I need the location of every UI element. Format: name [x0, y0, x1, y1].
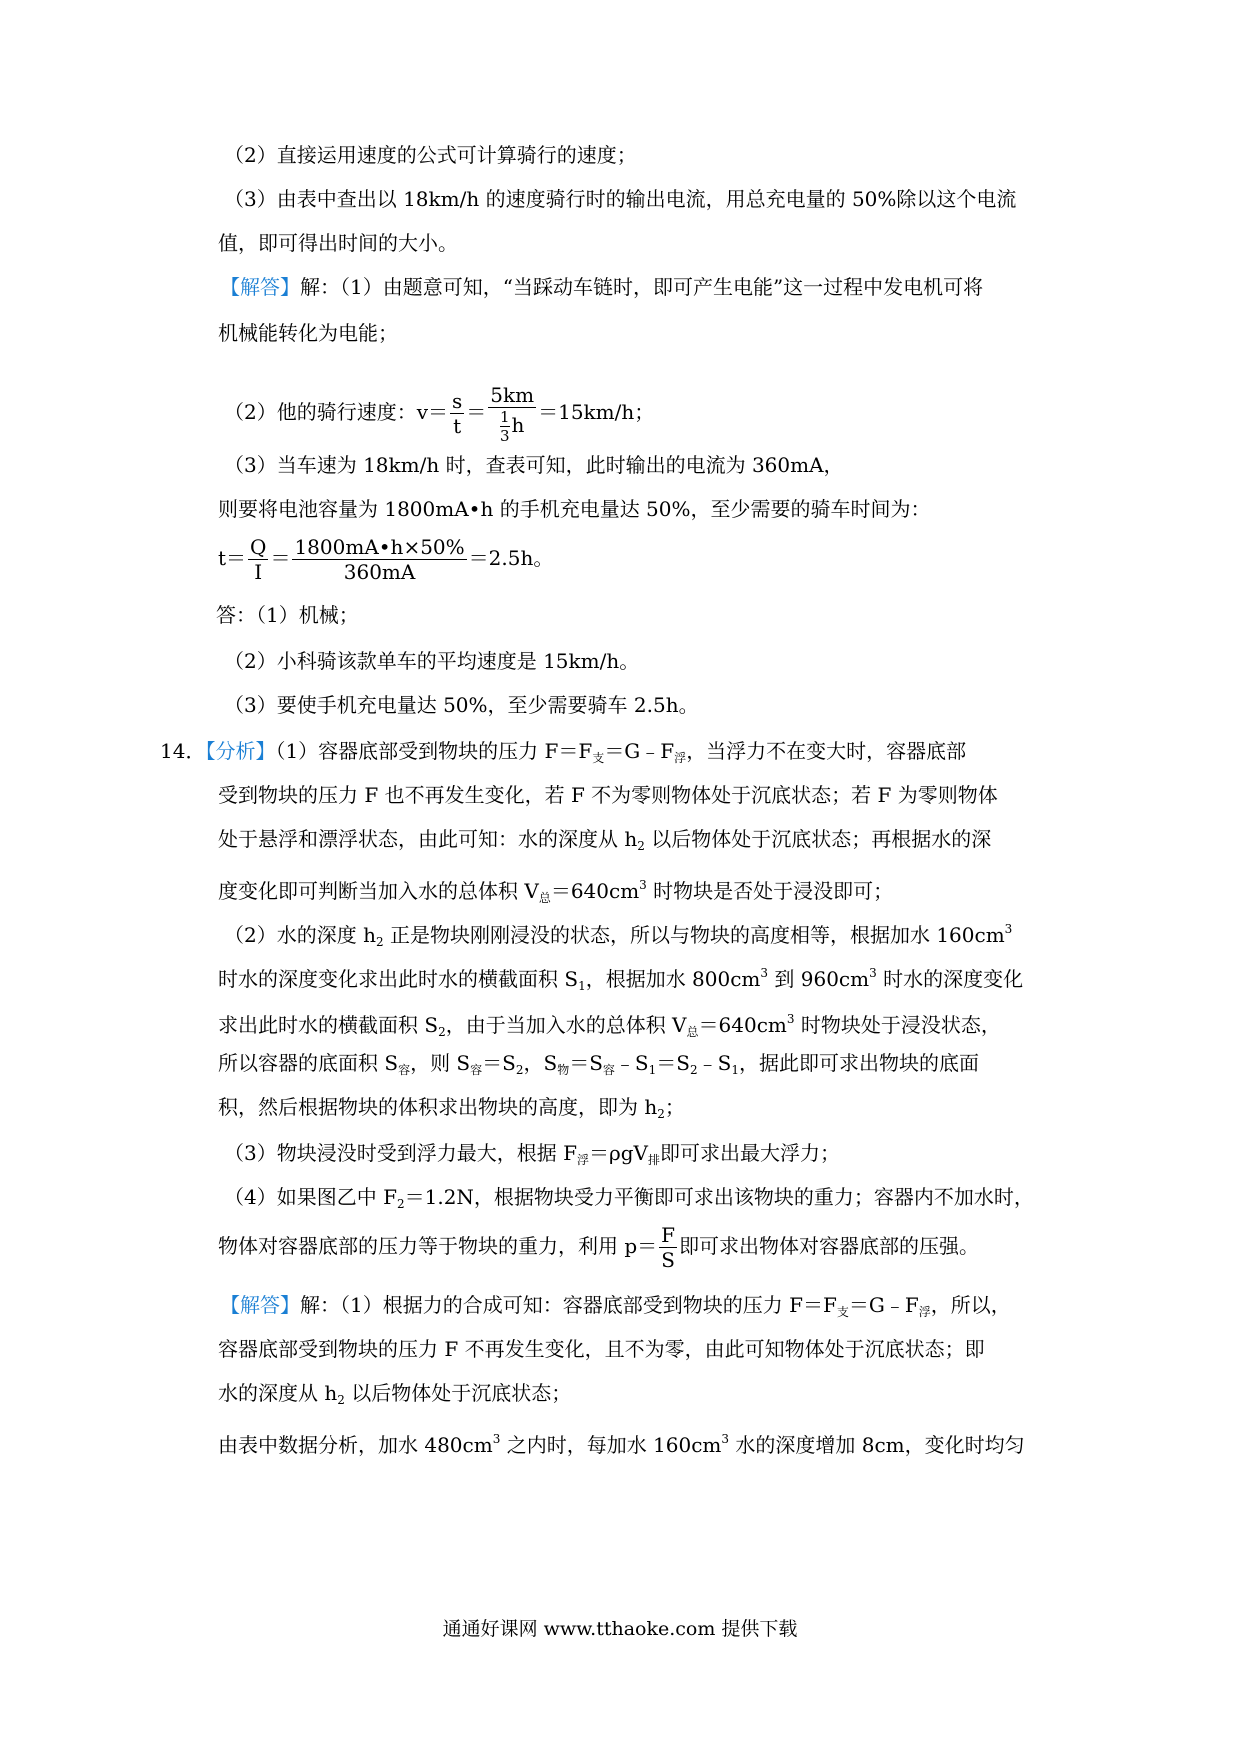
- text-line: （3）由表中查出以 18km/h 的速度骑行时的输出电流，用总充电量的 50%除以这个电流: [224, 187, 1017, 211]
- text-span: 正是物块刚刚浸没的状态，所以与物块的高度相等，根据加水 160cm: [383, 923, 1005, 947]
- subscript: 总: [686, 1025, 699, 1039]
- text-line: 值，即可得出时间的大小。: [218, 231, 458, 255]
- text-span: 物体对容器底部的压力等于物块的重力，利用 p＝: [218, 1234, 658, 1258]
- text-line: 机械能转化为电能；: [218, 321, 398, 345]
- text-span: ＝S: [569, 1051, 603, 1075]
- analysis-tag: 【分析】: [205, 739, 276, 763]
- answer-tag: 【解答】: [220, 1293, 300, 1317]
- text-line: [218, 1004, 1001, 1047]
- text-line: 受到物块的压力 F 也不再发生变化，若 F 不为零则物体处于沉底状态；若 F 为零则物体: [218, 783, 998, 807]
- text-line: [218, 824, 991, 861]
- subscript: 物: [557, 1063, 570, 1077]
- text-span: ＝S: [482, 1051, 516, 1075]
- subscript: 容: [470, 1063, 483, 1077]
- subscript: 2: [438, 1025, 446, 1039]
- text-span: 水的深度增加 8cm，变化时均匀: [729, 1433, 1025, 1457]
- text-line: （3）要使手机充电量达 50%，至少需要骑车 2.5h。: [224, 693, 699, 717]
- answer-paragraph: [220, 1290, 1011, 1327]
- text-span: t＝: [218, 546, 247, 570]
- text-span: （2）他的骑行速度：v＝: [224, 400, 449, 424]
- subscript: 2: [657, 1107, 665, 1121]
- text-span: 由表中数据分析，加水 480cm: [218, 1433, 493, 1457]
- subscript: 浮: [918, 1305, 931, 1319]
- text-span: 时水的深度变化求出此时水的横截面积 S: [218, 967, 579, 991]
- text-span: 所以容器的底面积 S: [218, 1051, 399, 1075]
- subscript: 2: [689, 1063, 698, 1077]
- text-span: ＝G﹣F: [604, 739, 675, 763]
- fraction-charge-over-current: [292, 535, 466, 584]
- text-line: [218, 1424, 1025, 1460]
- subscript: 浮: [674, 751, 687, 765]
- subscript: 2: [515, 1063, 524, 1077]
- text-line: （3）当车速为 18km/h 时，查表可知，此时输出的电流为 360mA，: [224, 453, 844, 477]
- subscript: 容: [602, 1063, 615, 1077]
- equals-sign: ＝: [466, 400, 487, 424]
- text-line: [224, 1182, 1034, 1219]
- answer-tag: 【解答】: [220, 275, 300, 299]
- text-span: 求出此时水的横截面积 S: [218, 1013, 439, 1037]
- time-formula-line: [218, 530, 553, 586]
- text-span: 时物块处于浸没状态，: [794, 1013, 1001, 1037]
- pressure-formula-line: [218, 1218, 979, 1274]
- text-span: （3）物块浸没时受到浮力最大，根据 F: [224, 1141, 577, 1165]
- text-line: （2）小科骑该款单车的平均速度是 15km/h。: [224, 649, 640, 673]
- subscript: 排: [648, 1153, 661, 1167]
- text-span: 即可求出最大浮力；: [660, 1141, 841, 1165]
- text-span: ＝15km/h；: [538, 400, 655, 424]
- superscript: 3: [760, 966, 769, 980]
- denominator: t: [450, 413, 464, 438]
- speed-formula-line: [224, 382, 655, 445]
- text-span: 时水的深度变化: [876, 967, 1024, 991]
- subscript: 2: [337, 1393, 345, 1407]
- text-line: 容器底部受到物块的压力 F 不再发生变化，且不为零，由此可知物体处于沉底状态；即: [218, 1337, 985, 1361]
- subscript: 容: [398, 1063, 411, 1077]
- text-line: 答：（1）机械；: [216, 603, 359, 627]
- text-span: （1）容器底部受到物块的压力 F＝F: [275, 739, 593, 763]
- question-number: 14．: [160, 739, 206, 763]
- text-span: ＝1.2N，根据物块受力平衡即可求出该物块的重力；容器内不加水时，: [404, 1185, 1034, 1209]
- subscript: 2: [375, 935, 384, 949]
- text-span: ＝G﹣F: [848, 1293, 919, 1317]
- text-line: [218, 1048, 979, 1085]
- denominator: 3: [499, 426, 510, 445]
- text-span: ＝640cm: [550, 879, 640, 903]
- fraction-s-over-t: [450, 389, 464, 438]
- text-span: （4）如果图乙中 F: [224, 1185, 397, 1209]
- text-span: 到 960cm: [768, 967, 870, 991]
- fraction-one-third: [500, 408, 510, 445]
- text-span: 积，然后根据物块的体积求出物块的高度，即为 h: [218, 1095, 658, 1119]
- fraction-f-over-s: [659, 1223, 677, 1272]
- text-span: 水的深度从 h: [218, 1381, 338, 1405]
- superscript: 3: [869, 966, 877, 980]
- text-span: 度变化即可判断当加入水的总体积 V: [218, 879, 539, 903]
- numerator: 5km: [490, 382, 535, 407]
- text-span: ，由于当加入水的总体积 V: [445, 1013, 687, 1037]
- text-span: 处于悬浮和漂浮状态，由此可知：水的深度从 h: [218, 827, 638, 851]
- numerator: F: [661, 1223, 676, 1247]
- equals-sign: ＝: [270, 546, 291, 570]
- text-span: 解：（1）由题意可知，“当踩动车链时，即可产生电能”这一过程中发电机可将: [300, 275, 984, 299]
- subscript: 支: [592, 751, 605, 765]
- text-span: ，则 S: [410, 1051, 471, 1075]
- question-14-analysis: [160, 736, 966, 773]
- subscript: 2: [637, 839, 645, 853]
- text-span: ；: [664, 1095, 685, 1119]
- denominator: S: [659, 1247, 677, 1272]
- text-line: [224, 914, 1012, 957]
- text-span: ＝640cm: [698, 1013, 787, 1037]
- subscript: 1: [578, 979, 586, 993]
- superscript: 3: [492, 1432, 501, 1446]
- text-span: 时物块是否处于浸没即可；: [646, 879, 894, 903]
- text-line: 则要将电池容量为 1800mA•h 的手机充电量达 50%，至少需要的骑车时间为：: [218, 497, 931, 521]
- text-span: ＝S: [656, 1051, 690, 1075]
- text-line: [224, 1138, 840, 1175]
- text-span: （2）水的深度 h: [224, 923, 376, 947]
- text-span: ＝ρgV: [588, 1141, 648, 1165]
- text-line: [218, 870, 893, 913]
- superscript: 3: [639, 878, 647, 892]
- subscript: 2: [396, 1197, 405, 1211]
- text-span: ﹣S: [614, 1051, 649, 1075]
- subscript: 总: [538, 891, 551, 905]
- fraction-q-over-i: [248, 535, 268, 584]
- fraction-5km-over-third-h: [488, 383, 536, 445]
- text-span: 以后物体处于沉底状态；再根据水的深: [644, 827, 992, 851]
- subscript: 浮: [576, 1153, 589, 1167]
- denominator: [488, 407, 536, 445]
- numerator: s: [452, 389, 463, 413]
- text-span: 以后物体处于沉底状态；: [344, 1381, 572, 1405]
- denominator: I: [248, 559, 268, 584]
- text-span: ，S: [523, 1051, 558, 1075]
- page-footer: 通通好课网 www.tthaoke.com 提供下载: [442, 1618, 798, 1640]
- text-span: 解：（1）根据力的合成可知：容器底部受到物块的压力 F＝F: [300, 1293, 837, 1317]
- text-span: ＝2.5h。: [468, 546, 554, 570]
- denominator: 360mA: [292, 559, 466, 584]
- text-span: 之内时，每加水 160cm: [500, 1433, 722, 1457]
- subscript: 1: [731, 1063, 739, 1077]
- numerator: 1: [499, 407, 510, 426]
- text-line: [218, 1092, 685, 1129]
- text-span: ，所以，: [930, 1293, 1011, 1317]
- text-span: ，据此即可求出物块的底面: [738, 1051, 979, 1075]
- text-line: （2）直接运用速度的公式可计算骑行的速度；: [224, 143, 637, 167]
- subscript: 1: [648, 1063, 657, 1077]
- numerator: 1800mA•h×50%: [294, 535, 465, 559]
- numerator: Q: [250, 535, 267, 559]
- text-span: ，根据加水 800cm: [585, 967, 761, 991]
- superscript: 3: [1004, 922, 1013, 936]
- text-line: [218, 958, 1023, 1001]
- text-span: ，当浮力不在变大时，容器底部: [686, 739, 967, 763]
- answer-paragraph: [220, 272, 983, 302]
- text-span: ﹣S: [697, 1051, 732, 1075]
- superscript: 3: [721, 1432, 730, 1446]
- subscript: 支: [836, 1305, 849, 1319]
- superscript: 3: [786, 1012, 795, 1026]
- text-span: 即可求出物体对容器底部的压强。: [679, 1234, 980, 1258]
- text-line: [218, 1378, 571, 1415]
- unit-h: h: [511, 412, 525, 437]
